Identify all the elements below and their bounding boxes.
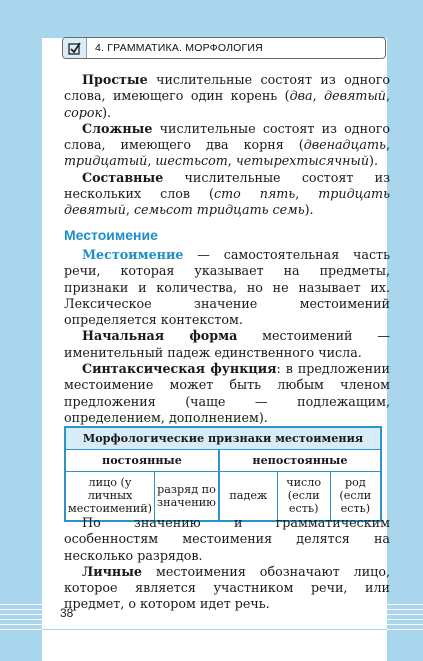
example: сто пять bbox=[213, 186, 296, 202]
paragraph-initial-form bbox=[64, 328, 390, 361]
term-pronoun: Местоимение bbox=[82, 246, 184, 262]
example: сорок bbox=[64, 104, 103, 120]
text: местоимений — именительный падеж единственного числа. bbox=[64, 328, 390, 360]
table-row bbox=[65, 471, 381, 521]
term-compound: Составные bbox=[82, 169, 164, 185]
header-band bbox=[0, 0, 423, 38]
table-cell-case: падеж bbox=[219, 471, 277, 521]
group-constant: постоянные bbox=[65, 449, 219, 471]
example: два bbox=[289, 88, 313, 104]
separator: , bbox=[385, 88, 390, 104]
text: числительные состоят из одного слова, имеющего один корень ( bbox=[64, 72, 390, 104]
main-text-lower bbox=[64, 515, 390, 613]
page-number: 38 bbox=[60, 606, 74, 620]
paragraph-pronoun-categories: По значению и грамматическим особенностям местоимения делятся на несколько разрядов. bbox=[64, 515, 390, 563]
paragraph-personal-pronouns bbox=[64, 564, 390, 613]
paragraph-compound-numerals bbox=[64, 170, 390, 219]
example: семьсот тридцать семь bbox=[133, 202, 305, 218]
table-group-row bbox=[65, 449, 381, 471]
footer-line bbox=[42, 629, 387, 630]
text: : в предложении местоимение может быть любым членом предложения (чаще — подлежащим, определением, дополнением). bbox=[64, 361, 390, 425]
table-title-row bbox=[65, 427, 381, 449]
separator: , bbox=[227, 153, 236, 169]
term-complex: Сложные bbox=[82, 120, 153, 136]
term-syntactic-function: Синтаксическая функция bbox=[82, 361, 277, 377]
separator: , bbox=[385, 137, 390, 153]
text: — самостоятельная часть речи, которая указывает на предметы, признаки и количества, но не называет их. Лексическое значение местоимений определяется контекстом. bbox=[64, 246, 390, 328]
left-side-band bbox=[0, 0, 42, 661]
main-text bbox=[64, 72, 390, 426]
separator: , bbox=[312, 88, 325, 104]
morphology-table bbox=[64, 426, 382, 522]
paragraph-complex-numerals bbox=[64, 121, 390, 170]
text: местоимения обозначают лицо, которое является участником речи, или предмет, о котором идет речь. bbox=[64, 563, 390, 612]
table-cell-gender: род (если есть) bbox=[330, 471, 381, 521]
text-end: ). bbox=[304, 202, 314, 218]
section-heading-pronoun: Местоимение bbox=[64, 226, 158, 243]
text-end: ). bbox=[369, 153, 379, 169]
text-end: ). bbox=[102, 104, 112, 120]
table-cell-person: лицо (у личных местоимений) bbox=[65, 471, 155, 521]
separator: , bbox=[125, 202, 134, 218]
table-title: Морфологические признаки местоимения bbox=[65, 427, 381, 449]
term-initial-form: Начальная форма bbox=[82, 328, 238, 344]
paragraph-pronoun-definition bbox=[64, 247, 390, 328]
example: двенадцать bbox=[303, 137, 386, 153]
example: шестьсот bbox=[155, 153, 228, 169]
paragraph-simple-numerals bbox=[64, 72, 390, 121]
term-personal: Личные bbox=[82, 563, 142, 579]
text: числительные состоят из нескольких слов ( bbox=[64, 169, 390, 202]
group-variable: непостоянные bbox=[219, 449, 381, 471]
example: тридцать девятый bbox=[64, 186, 390, 218]
example: четырехтысячный bbox=[235, 153, 370, 169]
table-cell-number: число (если есть) bbox=[277, 471, 330, 521]
separator: , bbox=[147, 153, 156, 169]
checkbox-check-icon bbox=[63, 38, 87, 58]
example: тридцатый bbox=[64, 153, 148, 169]
right-side-band bbox=[387, 0, 423, 661]
term-simple: Простые bbox=[82, 72, 148, 87]
chapter-title: 4. ГРАММАТИКА. МОРФОЛОГИЯ bbox=[95, 42, 263, 54]
example: девятый bbox=[324, 88, 386, 104]
separator: , bbox=[295, 186, 319, 202]
chapter-header bbox=[62, 37, 386, 59]
paragraph-syntactic-function bbox=[64, 361, 390, 426]
text: числительные состоят из одного слова, имеющего два корня ( bbox=[64, 120, 390, 153]
table-cell-category: разряд по значению bbox=[155, 471, 219, 521]
